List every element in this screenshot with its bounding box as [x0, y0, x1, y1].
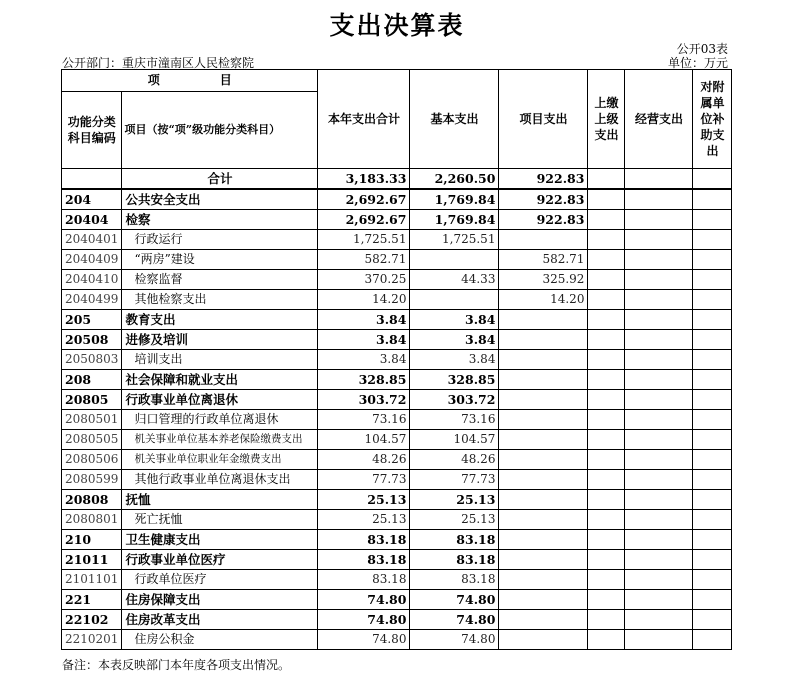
header-func-name: 项目（按“项”级功能分类科目）: [122, 92, 318, 169]
row-project: 582.71: [499, 250, 588, 270]
table-row: [62, 550, 732, 570]
row-total: 582.71: [318, 250, 410, 270]
row-basic: 3.84: [410, 350, 499, 370]
header-upper: 上缴上级支出: [588, 70, 625, 169]
row-upper: [588, 290, 625, 310]
row-total: 73.16: [318, 410, 410, 430]
row-upper: [588, 570, 625, 590]
table-row: [62, 169, 732, 190]
row-total: 74.80: [318, 590, 410, 610]
row-total: 74.80: [318, 630, 410, 650]
row-project: [499, 450, 588, 470]
table-row: [62, 510, 732, 530]
row-project: 325.92: [499, 270, 588, 290]
row-basic: 44.33: [410, 270, 499, 290]
row-code: 20404: [62, 210, 122, 230]
row-project: [499, 390, 588, 410]
row-basic: 1,725.51: [410, 230, 499, 250]
table-row: [62, 490, 732, 510]
row-code: 221: [62, 590, 122, 610]
row-total: 1,725.51: [318, 230, 410, 250]
row-basic: 48.26: [410, 450, 499, 470]
row-business: [625, 250, 693, 270]
row-code: 2080501: [62, 410, 122, 430]
table-row: [62, 230, 732, 250]
row-upper: [588, 310, 625, 330]
row-code: 204: [62, 189, 122, 210]
row-upper: [588, 330, 625, 350]
header-business: 经营支出: [625, 70, 693, 169]
row-subsidiary: [693, 230, 732, 250]
row-project: 922.83: [499, 189, 588, 210]
row-project: [499, 310, 588, 330]
row-business: [625, 189, 693, 210]
row-basic: 74.80: [410, 610, 499, 630]
row-total: 74.80: [318, 610, 410, 630]
row-name: 进修及培训: [122, 330, 318, 350]
row-subsidiary: [693, 210, 732, 230]
table-row: [62, 570, 732, 590]
row-project: [499, 490, 588, 510]
row-basic: 2,260.50: [410, 169, 499, 190]
row-total: 3.84: [318, 330, 410, 350]
row-name: 其他检察支出: [122, 290, 318, 310]
row-subsidiary: [693, 430, 732, 450]
row-business: [625, 270, 693, 290]
row-business: [625, 430, 693, 450]
row-name: 行政运行: [122, 230, 318, 250]
row-code: 210: [62, 530, 122, 550]
row-total: 2,692.67: [318, 210, 410, 230]
row-upper: [588, 510, 625, 530]
table-row: [62, 430, 732, 450]
row-total: 48.26: [318, 450, 410, 470]
row-basic: 328.85: [410, 370, 499, 390]
row-subsidiary: [693, 370, 732, 390]
row-upper: [588, 169, 625, 190]
table-row: [62, 590, 732, 610]
row-basic: 25.13: [410, 490, 499, 510]
row-business: [625, 290, 693, 310]
row-upper: [588, 550, 625, 570]
header-total: 本年支出合计: [318, 70, 410, 169]
row-upper: [588, 210, 625, 230]
row-upper: [588, 189, 625, 210]
row-subsidiary: [693, 490, 732, 510]
table-row: [62, 290, 732, 310]
row-code: 2040409: [62, 250, 122, 270]
table-row: [62, 310, 732, 330]
header-project-expenditure: 项目支出: [499, 70, 588, 169]
row-project: [499, 230, 588, 250]
table-row: [62, 410, 732, 430]
row-subsidiary: [693, 189, 732, 210]
row-name: 教育支出: [122, 310, 318, 330]
row-project: [499, 430, 588, 450]
table-row: [62, 530, 732, 550]
footnote: 备注：本表反映部门本年度各项支出情况。: [62, 658, 291, 672]
row-code: 2080599: [62, 470, 122, 490]
row-upper: [588, 450, 625, 470]
row-business: [625, 410, 693, 430]
row-business: [625, 370, 693, 390]
row-project: 14.20: [499, 290, 588, 310]
row-project: [499, 570, 588, 590]
row-subsidiary: [693, 590, 732, 610]
row-upper: [588, 590, 625, 610]
header-basic: 基本支出: [410, 70, 499, 169]
row-code: 2040401: [62, 230, 122, 250]
row-basic: 73.16: [410, 410, 499, 430]
header-func-code: 功能分类科目编码: [62, 92, 122, 169]
table-row: [62, 390, 732, 410]
row-business: [625, 470, 693, 490]
row-total: 2,692.67: [318, 189, 410, 210]
row-basic: 77.73: [410, 470, 499, 490]
row-upper: [588, 350, 625, 370]
table-row: [62, 330, 732, 350]
row-name: 检察监督: [122, 270, 318, 290]
row-total: 3.84: [318, 350, 410, 370]
row-name: 住房保障支出: [122, 590, 318, 610]
row-total: 83.18: [318, 570, 410, 590]
row-subsidiary: [693, 550, 732, 570]
row-business: [625, 570, 693, 590]
expenditure-table: [61, 69, 732, 650]
row-name: 社会保障和就业支出: [122, 370, 318, 390]
row-business: [625, 390, 693, 410]
row-total: 370.25: [318, 270, 410, 290]
row-upper: [588, 410, 625, 430]
row-upper: [588, 250, 625, 270]
row-code: 20508: [62, 330, 122, 350]
row-project: [499, 350, 588, 370]
row-total: 303.72: [318, 390, 410, 410]
row-total: 77.73: [318, 470, 410, 490]
row-code: 2080505: [62, 430, 122, 450]
row-business: [625, 630, 693, 650]
row-name: 公共安全支出: [122, 189, 318, 210]
row-project: [499, 370, 588, 390]
row-subsidiary: [693, 450, 732, 470]
row-business: [625, 210, 693, 230]
row-business: [625, 510, 693, 530]
row-basic: 104.57: [410, 430, 499, 450]
row-code: 2080801: [62, 510, 122, 530]
header-project: 项 目: [62, 70, 318, 92]
row-code: 2101101: [62, 570, 122, 590]
row-total: 3.84: [318, 310, 410, 330]
row-project: [499, 610, 588, 630]
row-project: [499, 410, 588, 430]
form-code: 公开03表: [676, 42, 728, 56]
row-basic: 303.72: [410, 390, 499, 410]
row-project: [499, 550, 588, 570]
row-name: 行政单位医疗: [122, 570, 318, 590]
table-row: [62, 450, 732, 470]
row-basic: 83.18: [410, 530, 499, 550]
row-subsidiary: [693, 470, 732, 490]
row-name: 行政事业单位离退休: [122, 390, 318, 410]
table-body: [62, 169, 732, 650]
row-code: 2050803: [62, 350, 122, 370]
row-subsidiary: [693, 410, 732, 430]
row-name: 行政事业单位医疗: [122, 550, 318, 570]
row-upper: [588, 270, 625, 290]
row-code: [62, 169, 122, 190]
row-project: 922.83: [499, 210, 588, 230]
row-upper: [588, 530, 625, 550]
row-subsidiary: [693, 250, 732, 270]
row-name: 卫生健康支出: [122, 530, 318, 550]
row-name: “两房”建设: [122, 250, 318, 270]
row-upper: [588, 390, 625, 410]
row-code: 2210201: [62, 630, 122, 650]
table-row: [62, 210, 732, 230]
row-basic: 1,769.84: [410, 189, 499, 210]
row-total: 25.13: [318, 510, 410, 530]
table-row: [62, 470, 732, 490]
row-total: 14.20: [318, 290, 410, 310]
table-row: [62, 370, 732, 390]
table-row: [62, 189, 732, 210]
row-basic: 74.80: [410, 590, 499, 610]
row-business: [625, 450, 693, 470]
row-code: 20808: [62, 490, 122, 510]
header-subsidiary: 对附属单位补助支出: [693, 70, 732, 169]
row-basic: [410, 290, 499, 310]
table-row: [62, 250, 732, 270]
row-basic: 3.84: [410, 330, 499, 350]
row-basic: 3.84: [410, 310, 499, 330]
row-basic: 74.80: [410, 630, 499, 650]
row-basic: [410, 250, 499, 270]
row-basic: 83.18: [410, 550, 499, 570]
row-business: [625, 530, 693, 550]
row-project: 922.83: [499, 169, 588, 190]
row-total: 104.57: [318, 430, 410, 450]
page-title: 支出决算表: [329, 11, 465, 40]
row-name: 住房公积金: [122, 630, 318, 650]
row-subsidiary: [693, 330, 732, 350]
row-upper: [588, 430, 625, 450]
row-subsidiary: [693, 290, 732, 310]
row-subsidiary: [693, 570, 732, 590]
row-code: 20805: [62, 390, 122, 410]
row-basic: 25.13: [410, 510, 499, 530]
row-basic: 1,769.84: [410, 210, 499, 230]
row-upper: [588, 370, 625, 390]
row-code: 208: [62, 370, 122, 390]
row-code: 2040499: [62, 290, 122, 310]
row-upper: [588, 610, 625, 630]
row-name: 死亡抚恤: [122, 510, 318, 530]
row-name: 培训支出: [122, 350, 318, 370]
row-upper: [588, 490, 625, 510]
table-row: [62, 630, 732, 650]
row-name: 抚恤: [122, 490, 318, 510]
row-name: 其他行政事业单位离退休支出: [122, 470, 318, 490]
row-basic: 83.18: [410, 570, 499, 590]
row-subsidiary: [693, 510, 732, 530]
row-upper: [588, 470, 625, 490]
row-name: 合计: [122, 169, 318, 190]
unit-label: 单位：万元: [667, 56, 728, 70]
row-code: 2080506: [62, 450, 122, 470]
row-name: 机关事业单位基本养老保险缴费支出: [122, 430, 318, 450]
row-project: [499, 510, 588, 530]
row-total: 25.13: [318, 490, 410, 510]
table-row: [62, 610, 732, 630]
row-subsidiary: [693, 610, 732, 630]
row-code: 21011: [62, 550, 122, 570]
row-total: 83.18: [318, 530, 410, 550]
row-subsidiary: [693, 310, 732, 330]
table-row: [62, 270, 732, 290]
row-code: 22102: [62, 610, 122, 630]
row-project: [499, 590, 588, 610]
row-upper: [588, 230, 625, 250]
row-project: [499, 630, 588, 650]
row-total: 3,183.33: [318, 169, 410, 190]
row-subsidiary: [693, 630, 732, 650]
row-project: [499, 470, 588, 490]
row-business: [625, 550, 693, 570]
row-subsidiary: [693, 270, 732, 290]
row-subsidiary: [693, 530, 732, 550]
row-name: 检察: [122, 210, 318, 230]
row-business: [625, 350, 693, 370]
row-project: [499, 530, 588, 550]
row-business: [625, 590, 693, 610]
row-total: 328.85: [318, 370, 410, 390]
row-upper: [588, 630, 625, 650]
row-name: 机关事业单位职业年金缴费支出: [122, 450, 318, 470]
row-name: 住房改革支出: [122, 610, 318, 630]
row-business: [625, 330, 693, 350]
row-business: [625, 610, 693, 630]
row-business: [625, 490, 693, 510]
row-business: [625, 230, 693, 250]
row-code: 205: [62, 310, 122, 330]
row-business: [625, 310, 693, 330]
row-project: [499, 330, 588, 350]
row-business: [625, 169, 693, 190]
row-subsidiary: [693, 350, 732, 370]
row-subsidiary: [693, 390, 732, 410]
row-subsidiary: [693, 169, 732, 190]
row-name: 归口管理的行政单位离退休: [122, 410, 318, 430]
table-row: [62, 350, 732, 370]
row-code: 2040410: [62, 270, 122, 290]
department-label: 公开部门：重庆市潼南区人民检察院: [62, 56, 255, 70]
row-total: 83.18: [318, 550, 410, 570]
